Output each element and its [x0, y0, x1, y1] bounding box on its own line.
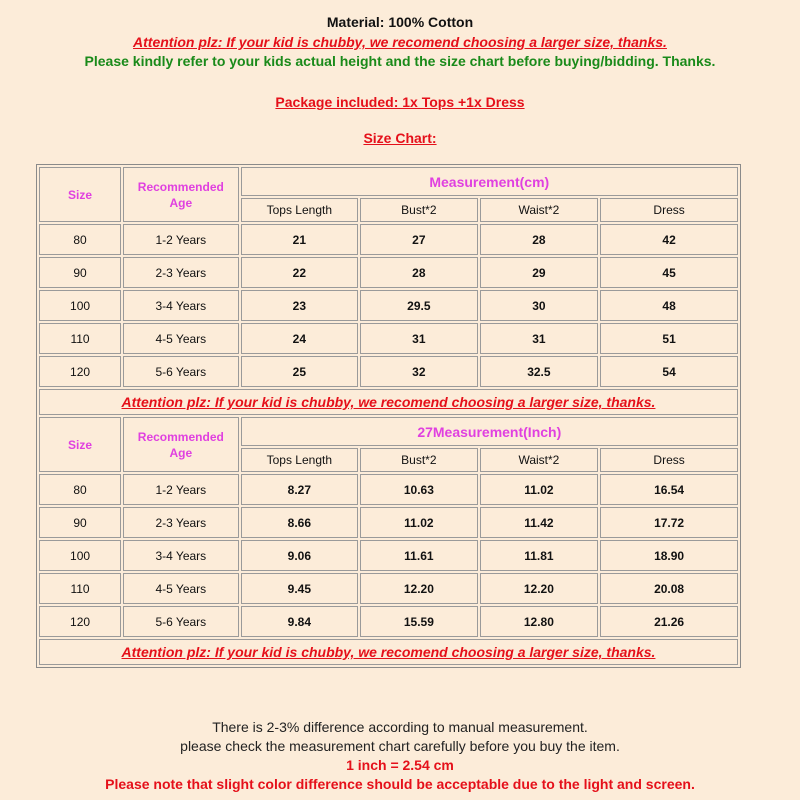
table-row [39, 507, 738, 538]
bust-cell: 31 [360, 323, 478, 354]
age-cell: 2-3 Years [123, 507, 239, 538]
age-cell: 5-6 Years [123, 356, 239, 387]
bust-cell: 32 [360, 356, 478, 387]
waist-cell: 12.80 [480, 606, 599, 637]
table-row [39, 323, 738, 354]
waist-cell: 11.42 [480, 507, 599, 538]
tops-cell: 9.06 [241, 540, 359, 571]
size-cell: 120 [39, 356, 121, 387]
waist-cell: 28 [480, 224, 599, 255]
cm-col-tops: Tops Length [241, 198, 359, 222]
size-cell: 80 [39, 474, 121, 505]
size-cell: 80 [39, 224, 121, 255]
waist-cell: 29 [480, 257, 599, 288]
dress-cell: 54 [600, 356, 738, 387]
age-cell: 3-4 Years [123, 290, 239, 321]
waist-cell: 31 [480, 323, 599, 354]
dress-cell: 16.54 [600, 474, 738, 505]
tops-cell: 24 [241, 323, 359, 354]
dress-cell: 51 [600, 323, 738, 354]
table-row [39, 540, 738, 571]
cm-col-bust: Bust*2 [360, 198, 478, 222]
size-cell: 120 [39, 606, 121, 637]
table-row [39, 474, 738, 505]
inch-size-header: Size [39, 417, 121, 472]
table-row [39, 290, 738, 321]
cm-size-header: Size [39, 167, 121, 222]
table-row [39, 224, 738, 255]
cm-col-dress: Dress [600, 198, 738, 222]
inch-measurement-header: 27Measurement(Inch) [241, 417, 738, 446]
waist-cell: 32.5 [480, 356, 599, 387]
size-cell: 90 [39, 507, 121, 538]
age-cell: 2-3 Years [123, 257, 239, 288]
bust-cell: 15.59 [360, 606, 478, 637]
table-row [39, 606, 738, 637]
bust-cell: 11.02 [360, 507, 478, 538]
waist-cell: 11.81 [480, 540, 599, 571]
dress-cell: 48 [600, 290, 738, 321]
age-cell: 1-2 Years [123, 224, 239, 255]
tops-cell: 8.27 [241, 474, 359, 505]
tops-cell: 8.66 [241, 507, 359, 538]
dress-cell: 42 [600, 224, 738, 255]
bust-cell: 28 [360, 257, 478, 288]
attention-top-text: Attention plz: If your kid is chubby, we recomend choosing a larger size, thanks. [133, 34, 667, 50]
inch-conversion: 1 inch = 2.54 cm [346, 757, 454, 773]
dress-cell: 17.72 [600, 507, 738, 538]
difference-note: There is 2-3% difference according to manual measurement. [212, 719, 588, 735]
tops-cell: 21 [241, 224, 359, 255]
waist-cell: 12.20 [480, 573, 599, 604]
table-row [39, 257, 738, 288]
inch-attention-row: Attention plz: If your kid is chubby, we recomend choosing a larger size, thanks. [39, 639, 738, 665]
cm-measurement-header: Measurement(cm) [241, 167, 738, 196]
package-text: Package included: 1x Tops +1x Dress [275, 94, 525, 110]
tops-cell: 23 [241, 290, 359, 321]
dress-cell: 20.08 [600, 573, 738, 604]
age-cell: 4-5 Years [123, 323, 239, 354]
cm-attention-row: Attention plz: If your kid is chubby, we recomend choosing a larger size, thanks. [39, 389, 738, 415]
size-chart-title: Size Chart: [363, 130, 437, 146]
waist-cell: 11.02 [480, 474, 599, 505]
tops-cell: 25 [241, 356, 359, 387]
check-note: please check the measurement chart carefully before you buy the item. [180, 738, 620, 754]
age-cell: 3-4 Years [123, 540, 239, 571]
bust-cell: 12.20 [360, 573, 478, 604]
table-row [39, 356, 738, 387]
size-cell: 90 [39, 257, 121, 288]
waist-cell: 30 [480, 290, 599, 321]
size-cell: 110 [39, 323, 121, 354]
inch-col-tops: Tops Length [241, 448, 359, 472]
tops-cell: 9.45 [241, 573, 359, 604]
size-cell: 100 [39, 540, 121, 571]
cm-age-header: Recommended Age [123, 167, 239, 222]
size-cell: 100 [39, 290, 121, 321]
dress-cell: 21.26 [600, 606, 738, 637]
inch-age-header: Recommended Age [123, 417, 239, 472]
inch-col-bust: Bust*2 [360, 448, 478, 472]
size-cell: 110 [39, 573, 121, 604]
bust-cell: 29.5 [360, 290, 478, 321]
tops-cell: 22 [241, 257, 359, 288]
table-row [39, 573, 738, 604]
inch-col-waist: Waist*2 [480, 448, 599, 472]
age-cell: 1-2 Years [123, 474, 239, 505]
bust-cell: 27 [360, 224, 478, 255]
material-text: Material: 100% Cotton [326, 14, 474, 30]
bust-cell: 10.63 [360, 474, 478, 505]
inch-col-dress: Dress [600, 448, 738, 472]
refer-text: Please kindly refer to your kids actual height and the size chart before buying/bidding. Thanks. [84, 53, 716, 69]
color-note: Please note that slight color difference should be acceptable due to the light and screen. [105, 776, 695, 792]
bust-cell: 11.61 [360, 540, 478, 571]
age-cell: 4-5 Years [123, 573, 239, 604]
age-cell: 5-6 Years [123, 606, 239, 637]
cm-col-waist: Waist*2 [480, 198, 599, 222]
size-chart-table [36, 164, 741, 668]
dress-cell: 18.90 [600, 540, 738, 571]
tops-cell: 9.84 [241, 606, 359, 637]
dress-cell: 45 [600, 257, 738, 288]
